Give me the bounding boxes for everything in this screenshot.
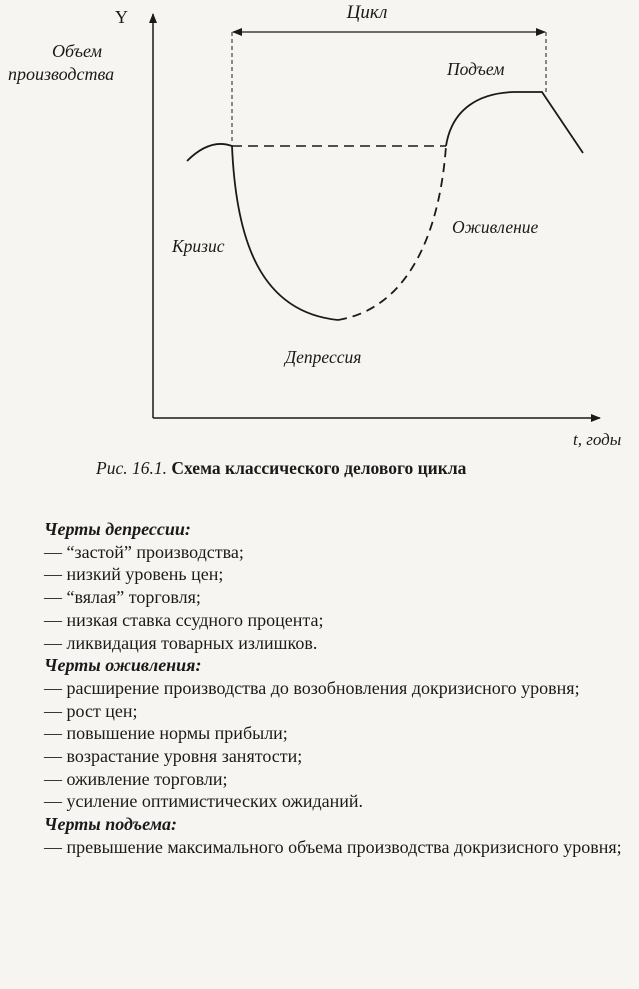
phase-label-crisis: Кризис (172, 236, 225, 256)
depression-item: — “застой” производства; (44, 541, 244, 562)
curve-revival (338, 146, 446, 320)
revival-item: — расширение производства до возобновления докризисного уровня; (44, 677, 580, 698)
depression-heading: Черты депрессии: (44, 519, 191, 539)
revival-item: — рост цен; (44, 700, 138, 721)
phase-label-rise: Подъем (447, 59, 505, 79)
rise-item: — превышение максимального объема производства докризисного уровня; (44, 836, 622, 857)
figure-title: Схема классического делового цикла (171, 458, 467, 478)
rise-heading: Черты подъема: (44, 814, 178, 835)
figure-caption (96, 458, 466, 479)
revival-item: — повышение нормы прибыли; (44, 723, 288, 744)
depression-item: — низкая ставка ссудного процента; (44, 609, 324, 630)
revival-heading: Черты оживления: (44, 655, 202, 676)
depression-item: — “вялая” торговля; (44, 587, 201, 608)
body-text (33, 518, 633, 859)
phase-label-revival: Оживление (452, 217, 539, 237)
revival-item: — возрастание уровня занятости; (44, 746, 303, 767)
business-cycle-diagram (0, 0, 639, 455)
depression-item: — ликвидация товарных излишков. (44, 632, 318, 653)
y-axis-label-line1: Объем (52, 41, 102, 61)
revival-item: — оживление торговли; (44, 768, 228, 789)
phase-label-depression: Депрессия (285, 347, 362, 367)
y-axis-label-line2: производства (8, 64, 115, 84)
x-axis-label: t, годы (573, 430, 622, 449)
depression-item: — низкий уровень цен; (44, 564, 224, 585)
curve-crisis (187, 144, 338, 320)
curve-rise (446, 92, 583, 153)
y-axis-symbol: Y (115, 7, 128, 27)
revival-item: — усиление оптимистических ожиданий. (44, 791, 364, 812)
figure-number: Рис. 16.1. (96, 458, 167, 478)
cycle-label: Цикл (346, 2, 388, 23)
